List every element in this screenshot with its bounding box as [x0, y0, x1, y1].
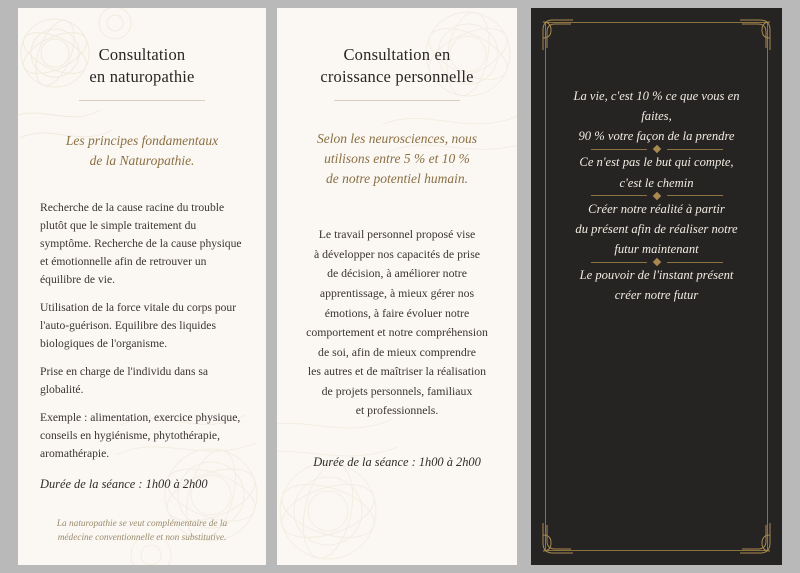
quote-1: La vie, c'est 10 % ce que vous en faites, 90 % votre façon de la prendre — [573, 89, 740, 144]
session-duration: Durée de la séance : 1h00 à 2h00 — [40, 476, 208, 491]
body-paragraph: Recherche de la cause racine du trouble plutôt que le simple traitement du symptôme. Recherche de la cause physique et émotionnelle afin de retrouver un équilibre de vie. — [40, 201, 242, 286]
panel-croissance-personnelle — [277, 8, 517, 565]
body-paragraph: Exemple : alimentation, exercice physique, conseils en hygiénisme, phytothérapie, aromathérapie. — [40, 410, 241, 460]
title-rule — [334, 100, 460, 101]
session-duration: Durée de la séance : 1h00 à 2h00 — [313, 455, 481, 470]
panel-title: Consultation en naturopathie — [89, 45, 195, 87]
panel-footnote: La naturopathie se veut complémentaire de la médecine conventionnelle et non substitutive. — [56, 518, 228, 543]
panel-body: Le travail personnel proposé vise à développer nos capacités de prise de décision, à améliorer notre apprentissage, à mieux gérer nos émotions, à faire évoluer notre comportement et notre compréhension de soi, afin de mieux comprendre les autres et de maîtriser la réalisation de projets personnels, familiaux et professionnels. — [306, 227, 488, 418]
panel-lead: Selon les neurosciences, nous utilisons entre 5 % et 10 % de notre potentiel humain. — [317, 130, 477, 187]
quote-3: Créer notre réalité à partir du présent afin de réaliser notre futur maintenant — [575, 201, 738, 256]
panel-lead: Les principes fondamentaux de la Naturopathie. — [65, 132, 219, 168]
panel-body — [40, 199, 244, 463]
quote-4: Le pouvoir de l'instant présent créer notre futur — [579, 268, 734, 303]
title-rule — [79, 100, 205, 101]
body-paragraph: Utilisation de la force vitale du corps pour l'auto-guérison. Equilibre des liquides biologiques de l'organisme. — [40, 300, 237, 350]
panel-naturopathie — [18, 8, 266, 565]
quote-2: Ce n'est pas le but qui compte, c'est le chemin — [579, 155, 734, 190]
panel-citations — [531, 8, 782, 565]
body-paragraph: Prise en charge de l'individu dans sa globalité. — [40, 364, 209, 396]
panel-title: Consultation en croissance personnelle — [320, 45, 474, 87]
decorative-frame — [545, 22, 768, 551]
